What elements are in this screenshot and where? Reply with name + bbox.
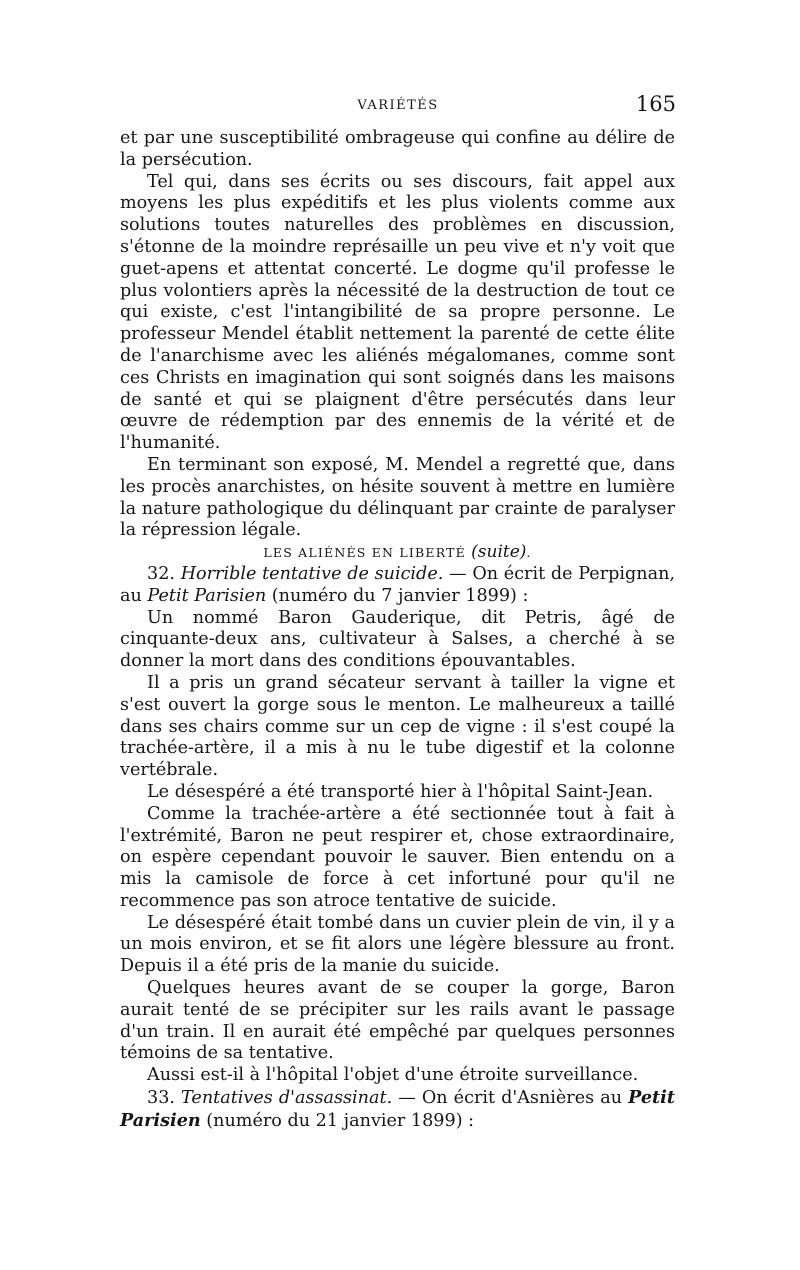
paragraph: Le désespéré était tombé dans un cuvier plein de vin, il y a un mois environ, et se fit alors une légère blessure au front. Depuis il a été pris de la manie du suicide. [120, 912, 675, 977]
case-title: Tentatives d'assassinat. [181, 1088, 393, 1109]
case-intro: — On écrit d'Asnières au [392, 1088, 629, 1109]
paragraph: Il a pris un grand sécateur servant à tailler la vigne et s'est ouvert la gorge sous le menton. Le malheureux a taillé dans ses chairs comme sur un cep de vigne : il s'est coupé la trachée-artère, il a mis à nu le tube digestif et la colonne vertébrale. [120, 672, 675, 781]
paragraph: Comme la trachée-artère a été sectionnée tout à fait à l'extrémité, Baron ne peut respirer et, chose extraordinaire, on espère cependant pouvoir le sauver. Bien entendu on a mis la camisole de force à cet infortuné pour qu'il ne recommence pas son atroce tentative de suicide. [120, 803, 675, 911]
paragraph: Un nommé Baron Gauderique, dit Petris, âgé de cinquante-deux ans, cultivateur à Salses, a cherché à se donner la mort dans des conditions épouvantables. [120, 607, 675, 672]
case-32-heading [120, 564, 675, 608]
section-title: LES ALIÉNÉS EN LIBERTÉ [263, 545, 466, 561]
body-text [120, 128, 675, 1133]
case-title: Horrible tentative de suicide. [180, 563, 444, 584]
paragraph: Quelques heures avant de se couper la gorge, Baron aurait tenté de se précipiter sur les rails avant le passage d'un train. Il en aurait été empêché par quelques personnes témoins de sa tentative. [120, 978, 675, 1064]
section-end: . [526, 545, 532, 561]
running-title: VARIÉTÉS [357, 98, 439, 113]
case-intro: — On écrit de Perpignan, au [120, 563, 676, 606]
section-suite: (suite) [471, 542, 527, 563]
case-number: 33. [147, 1088, 175, 1109]
case-intro-date: (numéro du 21 janvier 1899) : [200, 1110, 475, 1131]
paragraph: et par une susceptibilité ombrageuse qui confine au délire de la persécution. [120, 128, 675, 170]
paragraph: Le désespéré a été transporté hier à l'hôpital Saint-Jean. [147, 781, 654, 802]
case-intro-date: (numéro du 7 janvier 1899) : [266, 585, 529, 606]
newspaper-name: Petit Parisien [120, 1087, 675, 1131]
case-number: 32. [147, 563, 175, 584]
paragraph: En terminant son exposé, M. Mendel a regretté que, dans les procès anarchistes, on hésite souvent à mettre en lumière la nature pathologique du délinquant par crainte de paralyser la répression légale. [120, 454, 675, 541]
paragraph: Aussi est-il à l'hôpital l'objet d'une étroite surveillance. [147, 1065, 639, 1086]
newspaper-name: Petit Parisien [147, 585, 267, 606]
page-number: 165 [635, 92, 676, 116]
case-33-heading [120, 1087, 675, 1133]
section-heading [120, 542, 675, 564]
paragraph: Tel qui, dans ses écrits ou ses discours, fait appel aux moyens les plus expéditifs et les plus violents comme aux solutions toutes naturelles des problèmes en discussion, s'étonne de la moindre représaille un peu vive et n'y voit que guet-apens et attentat concerté. Le dogme qu'il professe le plus volontiers après la nécessité de la destruction de tout ce qui existe, c'est l'intangibilité de sa propre personne. Le professeur Mendel établit nettement la parenté de cette élite de l'anarchisme avec les aliénés mégalomanes, comme sont ces Christs en imagination qui sont soignés dans les maisons de santé et qui se plaignent d'être persécutés dans leur œuvre de rédemption par des ennemis de la vérité et de l'humanité. [120, 171, 675, 454]
page-header [120, 92, 676, 118]
